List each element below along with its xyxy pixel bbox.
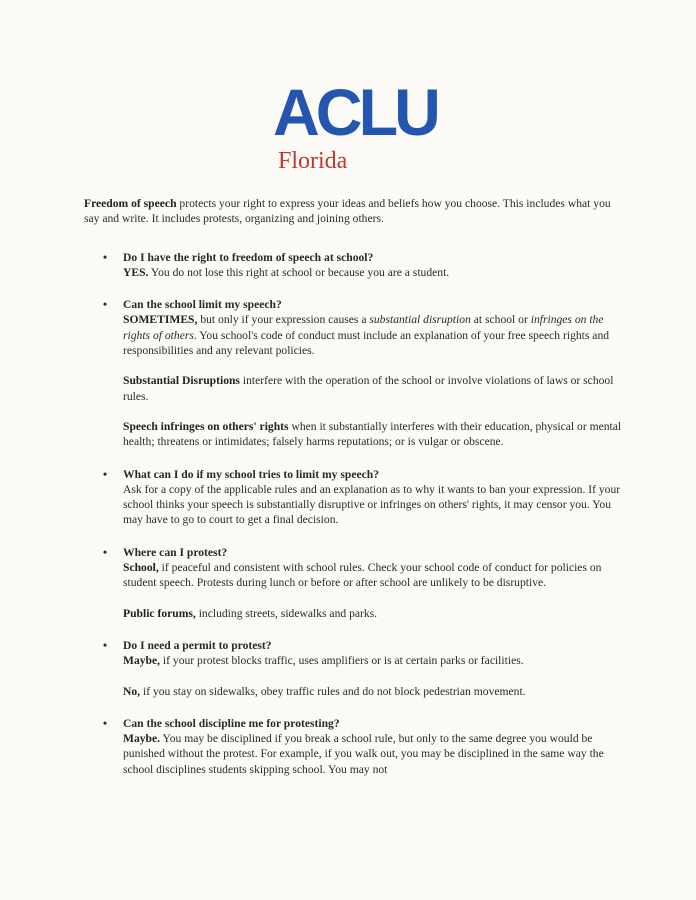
answer-paragraph [123,419,624,450]
list-item [84,467,624,528]
answer-paragraph [123,373,624,404]
list-item [84,545,624,621]
logo-mark: ACLU [273,75,437,149]
question-heading: Where can I protest? [123,545,228,559]
list-item [84,297,624,449]
answer-paragraph [123,606,624,621]
bullet: • [103,545,108,559]
answer-paragraph [123,653,624,668]
question-heading: What can I do if my school tries to limit my speech? [123,467,380,481]
answer-lead: SOMETIMES, [123,313,198,327]
answer-lead: School, [123,561,159,575]
answer-text: if your protest blocks traffic, uses amplifiers or is at certain parks or facilities. [160,654,524,668]
bullet: • [103,298,108,312]
answer-lead: Maybe, [123,654,161,668]
answer-lead: Public forums, [123,606,196,620]
answer-paragraph: Ask for a copy of the applicable rules and an explanation as to why it wants to ban your expression. If your school thinks your speech is substantially disruptive or infringes on others' rights, it may censor you. You may have to go to court to get a final decision. [123,482,621,527]
answer-text: interfere with the operation of the school or involve violations of laws or school rules. [123,374,614,403]
bullet: • [103,716,108,730]
document-body [84,196,624,794]
intro-text: protects your right to express your ideas and beliefs how you choose. This includes what you say and write. It includes protests, organizing and joining others. [84,197,611,226]
question-heading: Can the school limit my speech? [123,298,282,312]
question-list [84,250,624,777]
answer-paragraph [123,684,624,699]
answer-text: You do not lose this right at school or because you are a student. [148,265,450,279]
answer-paragraph [123,312,624,358]
answer-paragraph [123,560,624,591]
answer-text: including streets, sidewalks and parks. [195,606,378,620]
intro-paragraph [84,196,624,227]
answer-lead: No, [123,684,141,698]
answer-paragraph [123,265,624,280]
answer-text: if you stay on sidewalks, obey traffic rules and do not block pedestrian movement. [140,684,526,698]
bullet: • [103,638,108,652]
logo-subtitle: Florida [278,148,348,174]
answer-lead: Substantial Disruptions [123,374,240,388]
question-heading: Do I have the right to freedom of speech at school? [123,250,374,264]
list-item [84,638,624,699]
answer-emphasis: substantial disruption [369,313,471,327]
answer-text: when it substantially interferes with their education, physical or mental health; threatens or intimidates; falsely harms reputations; or is vulgar or obscene. [123,419,622,449]
intro-lead: Freedom of speech [84,197,177,210]
answer-lead: Speech infringes on others' rights [123,419,289,433]
list-item [84,250,624,281]
bullet: • [103,250,108,264]
answer-emphasis: infringes on the rights of others [123,313,604,342]
question-heading: Can the school discipline me for protesting? [123,716,340,730]
answer-lead: YES. [123,265,149,279]
answer-text: . You school's code of conduct must include an explanation of your free speech rights and responsibilities and any relevant policies. [123,328,610,358]
answer-paragraph [123,731,624,777]
bullet: • [103,467,108,481]
answer-text: if peaceful and consistent with school rules. Check your school code of conduct for policies on student speech. Protests during lunch or before or after school are unlikely to be disruptive. [123,561,602,590]
answer-text: You may be disciplined if you break a school rule, but only to the same degree you would be punished without the protest. For example, if you walk out, you may be disciplined in the same way the school disciplines students skipping school. You may not [123,732,604,776]
answer-text: but only if your expression causes a [197,313,370,327]
answer-text: at school or [470,313,531,327]
aclu-florida-logo [260,75,450,175]
list-item [84,716,624,777]
question-heading: Do I need a permit to protest? [123,638,272,652]
answer-lead: Maybe. [123,732,161,746]
